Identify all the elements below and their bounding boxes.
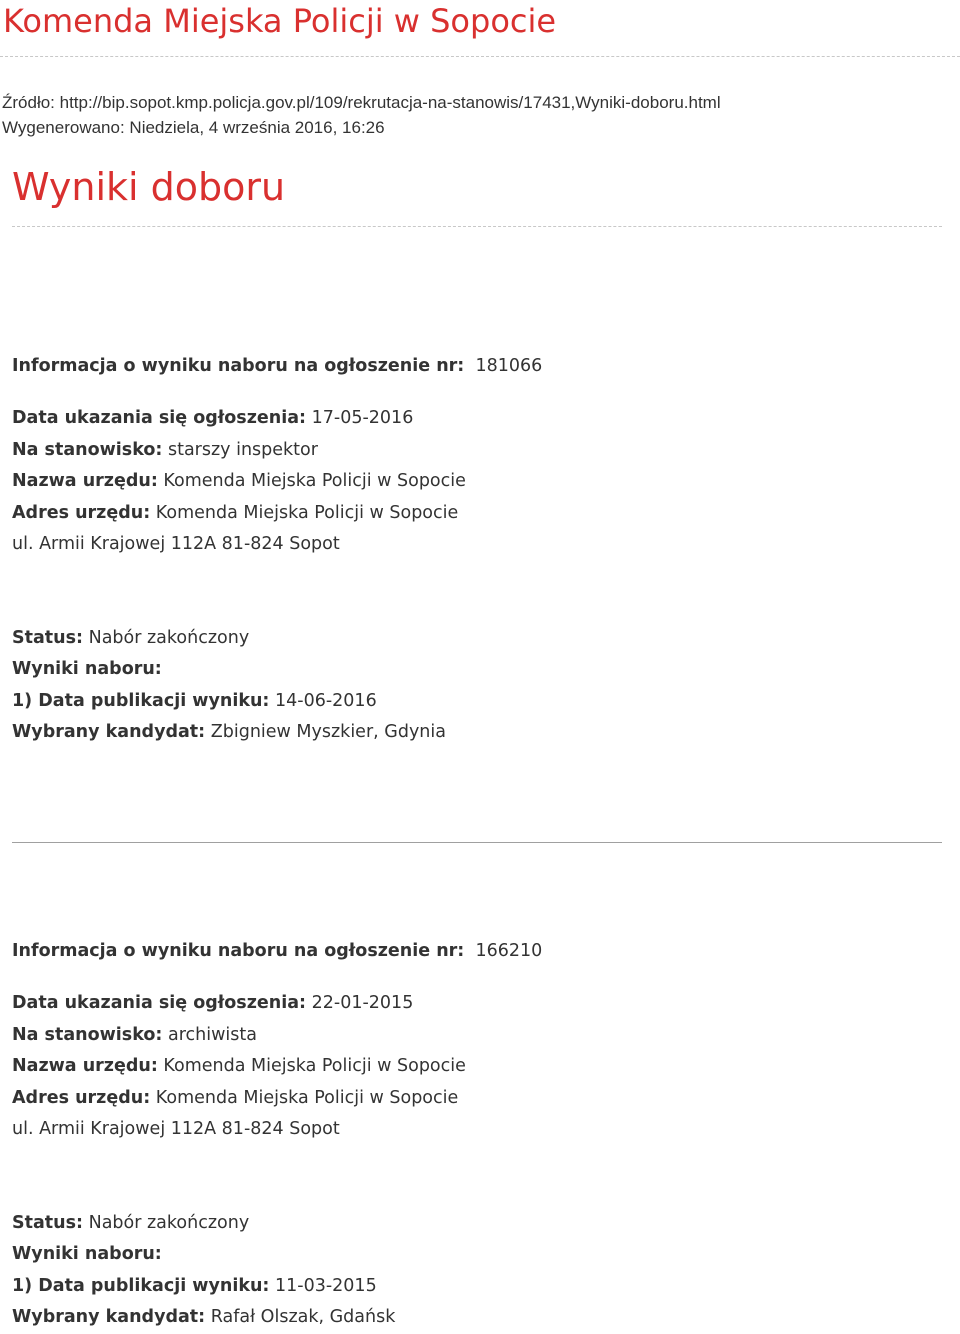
office-address-label: Adres urzędu: — [12, 502, 151, 523]
source-line: Źródło: http://bip.sopot.kmp.policja.gov.pl/109/rekrutacja-na-stanowis/17431,Wyniki-doboru.html — [2, 93, 721, 112]
candidate-row — [12, 1302, 942, 1334]
info-label: Informacja o wyniku naboru na ogłoszenie nr: — [12, 356, 465, 376]
results-label: Wyniki naboru: — [12, 659, 162, 679]
pub-date-value: 11-03-2015 — [275, 1275, 377, 1296]
date-shown-value: 17-05-2016 — [311, 408, 414, 428]
info-label: Informacja o wyniku naboru na ogłoszenie nr: — [12, 941, 465, 961]
candidate-value: Zbigniew Myszkier, Gdynia — [210, 722, 446, 742]
office-address-value: Komenda Miejska Policji w Sopocie — [155, 1087, 459, 1108]
pub-date-value: 14-06-2016 — [275, 690, 377, 711]
office-address-label: Adres urzędu: — [12, 1087, 151, 1108]
entry-heading — [12, 935, 942, 967]
result-entry — [12, 350, 942, 749]
address-line2: ul. Armii Krajowej 112A 81-824 Sopot — [12, 534, 340, 554]
office-address-row — [12, 1083, 942, 1115]
office-address-row — [12, 498, 942, 530]
pub-date-label: 1) Data publikacji wyniku: — [12, 690, 270, 711]
announcement-number: 181066 — [475, 356, 543, 376]
generated-line: Wygenerowano: Niedziela, 4 września 2016, 16:26 — [2, 118, 385, 137]
header-divider — [0, 56, 960, 57]
date-shown-row — [12, 403, 942, 435]
candidate-label: Wybrany kandydat: — [12, 1307, 206, 1327]
candidate-value: Rafał Olszak, Gdańsk — [210, 1307, 396, 1327]
date-shown-value: 22-01-2015 — [311, 993, 414, 1013]
position-value: starszy inspektor — [167, 439, 318, 460]
position-row — [12, 1020, 942, 1052]
status-row — [12, 623, 942, 655]
entry-heading — [12, 350, 942, 382]
candidate-row — [12, 717, 942, 749]
address-line2: ul. Armii Krajowej 112A 81-824 Sopot — [12, 1119, 340, 1139]
position-label: Na stanowisko: — [12, 439, 163, 460]
results-row — [12, 1239, 942, 1271]
office-address-value: Komenda Miejska Policji w Sopocie — [155, 502, 459, 523]
status-label: Status: — [12, 627, 84, 648]
pub-date-row — [12, 1271, 942, 1303]
document-meta — [2, 90, 721, 140]
date-shown-label: Data ukazania się ogłoszenia: — [12, 408, 307, 428]
candidate-label: Wybrany kandydat: — [12, 722, 206, 742]
result-entry — [12, 935, 942, 1334]
office-name-value: Komenda Miejska Policji w Sopocie — [163, 471, 466, 491]
announcement-number: 166210 — [475, 941, 543, 961]
pub-date-label: 1) Data publikacji wyniku: — [12, 1275, 270, 1296]
office-name-row — [12, 1051, 942, 1083]
entry-separator — [12, 842, 942, 843]
status-label: Status: — [12, 1212, 84, 1233]
office-name-row — [12, 466, 942, 498]
date-shown-row — [12, 988, 942, 1020]
page-title: Wyniki doboru — [12, 165, 286, 209]
office-name-value: Komenda Miejska Policji w Sopocie — [163, 1056, 466, 1076]
pub-date-row — [12, 686, 942, 718]
results-row — [12, 654, 942, 686]
status-row — [12, 1208, 942, 1240]
office-name-label: Nazwa urzędu: — [12, 471, 158, 491]
title-divider — [12, 226, 942, 227]
office-name-label: Nazwa urzędu: — [12, 1056, 158, 1076]
site-title: Komenda Miejska Policji w Sopocie — [3, 2, 557, 40]
position-row — [12, 435, 942, 467]
date-shown-label: Data ukazania się ogłoszenia: — [12, 993, 307, 1013]
results-label: Wyniki naboru: — [12, 1244, 162, 1264]
status-value: Nabór zakończony — [88, 1212, 250, 1233]
position-label: Na stanowisko: — [12, 1024, 163, 1045]
status-value: Nabór zakończony — [88, 627, 250, 648]
position-value: archiwista — [167, 1024, 257, 1045]
